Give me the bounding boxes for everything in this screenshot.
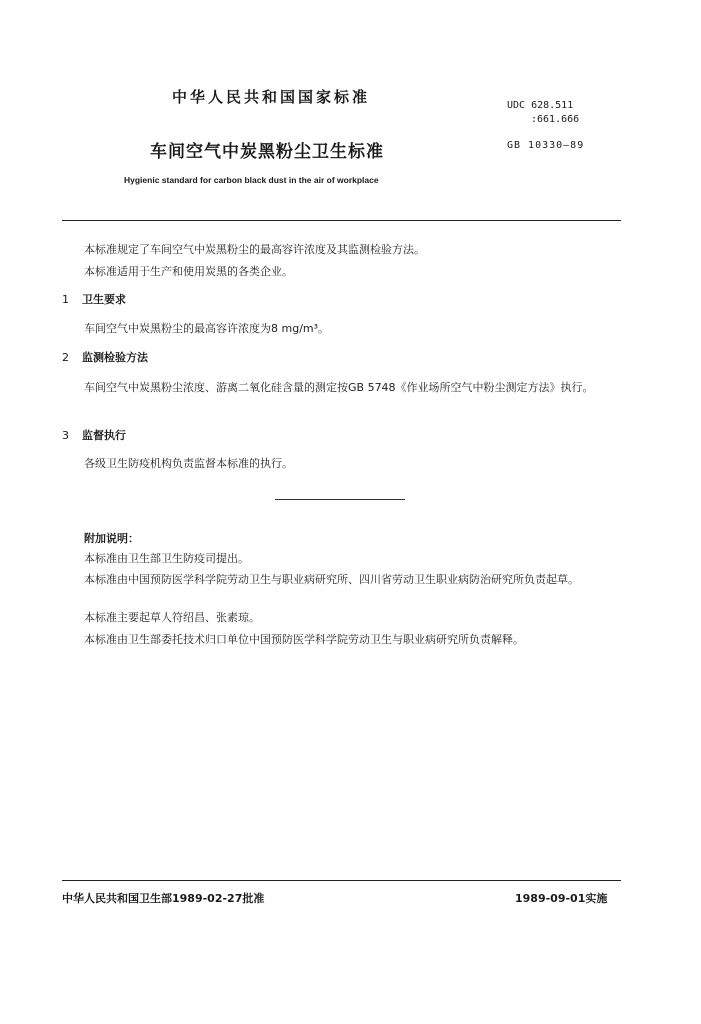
notes-heading: 附加说明： <box>84 532 139 545</box>
udc-line-1: UDC 628.511 <box>507 100 574 111</box>
footer-divider <box>62 880 621 881</box>
document-title: 车间空气中炭黑粉尘卫生标准 <box>150 142 384 162</box>
section-1-title: 卫生要求 <box>82 293 126 306</box>
note-item-3: 本标准主要起草人符绍昌、张素琼。 <box>84 611 260 624</box>
section-3-number: 3 <box>62 429 69 442</box>
section-1-body: 车间空气中炭黑粉尘的最高容许浓度为8 mg/m³。 <box>84 322 330 335</box>
note-item-1: 本标准由卫生部卫生防疫司提出。 <box>84 552 249 565</box>
note-item-2: 本标准由中国预防医学科学院劳动卫生与职业病研究所、四川省劳动卫生职业病防治研究所负责起草。 <box>84 573 579 586</box>
standard-number: GB 10330—89 <box>507 140 585 151</box>
intro-line-1: 本标准规定了车间空气中炭黑粉尘的最高容许浓度及其监测检验方法。 <box>84 243 425 256</box>
section-3-heading <box>62 427 126 443</box>
effective-date: 1989-09-01实施 <box>515 892 608 905</box>
english-title: Hygienic standard for carbon black dust in the air of workplace <box>124 175 379 185</box>
section-2-body: 车间空气中炭黑粉尘浓度、游离二氧化硅含量的测定按GB 5748《作业场所空气中粉尘测定方法》执行。 <box>84 381 594 394</box>
udc-line-2: :661.666 <box>531 114 580 125</box>
header-divider <box>62 220 621 221</box>
section-3-title: 监督执行 <box>82 429 126 442</box>
section-2-heading <box>62 349 148 365</box>
section-2-title: 监测检验方法 <box>82 351 148 364</box>
section-3-body: 各级卫生防疫机构负责监督本标准的执行。 <box>84 457 293 470</box>
intro-line-2: 本标准适用于生产和使用炭黑的各类企业。 <box>84 265 293 278</box>
section-1-number: 1 <box>62 293 69 306</box>
national-standard-heading: 中华人民共和国国家标准 <box>172 88 371 106</box>
udc-classification <box>507 99 579 127</box>
approval-statement: 中华人民共和国卫生部1989-02-27批准 <box>62 892 265 905</box>
end-of-text-rule <box>275 499 405 500</box>
note-item-4: 本标准由卫生部委托技术归口单位中国预防医学科学院劳动卫生与职业病研究所负责解释。 <box>84 633 524 646</box>
section-1-heading <box>62 291 126 307</box>
section-2-number: 2 <box>62 351 69 364</box>
